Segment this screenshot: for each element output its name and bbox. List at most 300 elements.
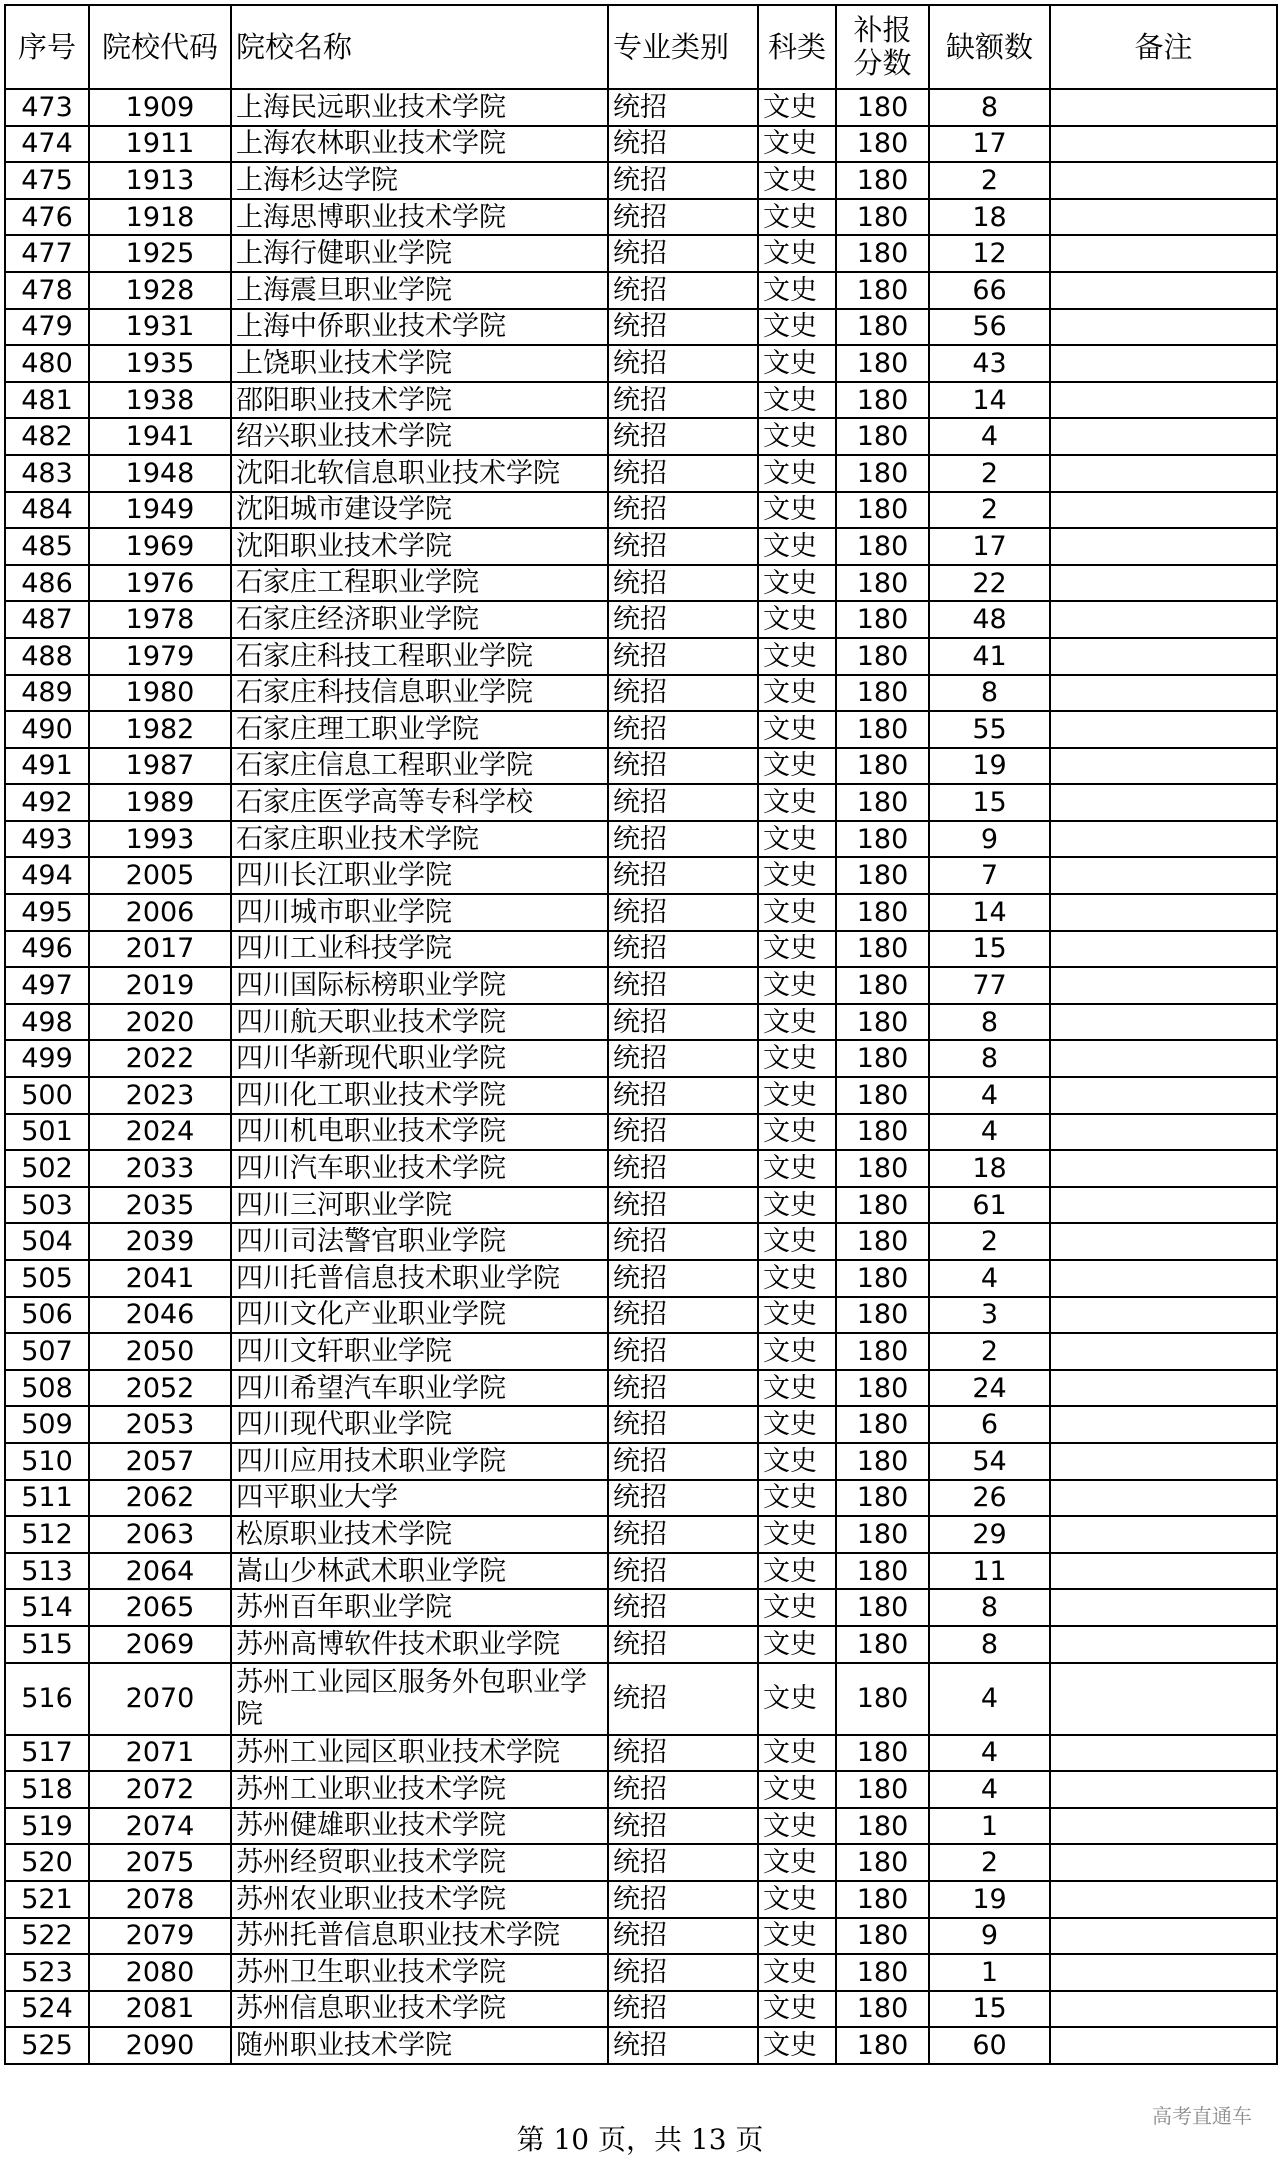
cell-seq: 511 [5, 1480, 89, 1517]
cell-seq: 513 [5, 1553, 89, 1590]
table-row [5, 272, 1277, 309]
cell-school-code: 2020 [89, 1004, 231, 1041]
cell-subject-type: 文史 [758, 675, 836, 712]
cell-supplement-score: 180 [836, 967, 929, 1004]
cell-major-category: 统招 [608, 1844, 758, 1881]
table-row [5, 565, 1277, 602]
cell-school-code: 1941 [89, 418, 231, 455]
cell-major-category: 统招 [608, 2027, 758, 2064]
cell-school-name: 四川工业科技学院 [231, 931, 608, 968]
cell-school-name: 四川托普信息技术职业学院 [231, 1260, 608, 1297]
cell-supplement-score: 180 [836, 1954, 929, 1991]
cell-subject-type: 文史 [758, 711, 836, 748]
cell-school-name: 上饶职业技术学院 [231, 345, 608, 382]
cell-school-code: 2024 [89, 1114, 231, 1151]
cell-supplement-score: 180 [836, 857, 929, 894]
cell-vacancy-count: 4 [929, 1735, 1050, 1772]
cell-seq: 522 [5, 1918, 89, 1955]
cell-remark [1050, 601, 1277, 638]
cell-major-category: 统招 [608, 1004, 758, 1041]
cell-supplement-score: 180 [836, 1844, 929, 1881]
cell-vacancy-count: 4 [929, 418, 1050, 455]
cell-remark [1050, 492, 1277, 529]
cell-major-category: 统招 [608, 1443, 758, 1480]
cell-major-category: 统招 [608, 1663, 758, 1735]
cell-major-category: 统招 [608, 199, 758, 236]
cell-remark [1050, 1553, 1277, 1590]
cell-seq: 521 [5, 1881, 89, 1918]
cell-remark [1050, 1114, 1277, 1151]
table-row [5, 345, 1277, 382]
cell-vacancy-count: 55 [929, 711, 1050, 748]
cell-school-code: 2065 [89, 1589, 231, 1626]
cell-vacancy-count: 56 [929, 309, 1050, 346]
cell-seq: 484 [5, 492, 89, 529]
cell-supplement-score: 180 [836, 1553, 929, 1590]
cell-vacancy-count: 8 [929, 675, 1050, 712]
cell-school-code: 2053 [89, 1406, 231, 1443]
cell-remark [1050, 857, 1277, 894]
cell-remark [1050, 1150, 1277, 1187]
cell-school-name: 苏州托普信息职业技术学院 [231, 1918, 608, 1955]
cell-remark [1050, 1991, 1277, 2028]
cell-seq: 490 [5, 711, 89, 748]
cell-vacancy-count: 2 [929, 1223, 1050, 1260]
table-row [5, 1150, 1277, 1187]
cell-school-name: 四川三河职业学院 [231, 1187, 608, 1224]
cell-supplement-score: 180 [836, 1589, 929, 1626]
cell-seq: 497 [5, 967, 89, 1004]
cell-remark [1050, 2027, 1277, 2064]
cell-major-category: 统招 [608, 1480, 758, 1517]
cell-vacancy-count: 15 [929, 931, 1050, 968]
cell-school-code: 2062 [89, 1480, 231, 1517]
cell-seq: 493 [5, 821, 89, 858]
table-row [5, 1004, 1277, 1041]
cell-vacancy-count: 43 [929, 345, 1050, 382]
cell-major-category: 统招 [608, 1626, 758, 1663]
cell-seq: 499 [5, 1040, 89, 1077]
cell-remark [1050, 199, 1277, 236]
cell-vacancy-count: 22 [929, 565, 1050, 602]
table-row [5, 1881, 1277, 1918]
cell-seq: 474 [5, 126, 89, 163]
cell-school-code: 2078 [89, 1881, 231, 1918]
cell-subject-type: 文史 [758, 382, 836, 419]
cell-remark [1050, 711, 1277, 748]
cell-vacancy-count: 18 [929, 1150, 1050, 1187]
table-row [5, 1077, 1277, 1114]
cell-remark [1050, 272, 1277, 309]
cell-supplement-score: 180 [836, 748, 929, 785]
cell-remark [1050, 967, 1277, 1004]
cell-vacancy-count: 11 [929, 1553, 1050, 1590]
cell-school-name: 四川化工职业技术学院 [231, 1077, 608, 1114]
cell-school-code: 1935 [89, 345, 231, 382]
cell-seq: 478 [5, 272, 89, 309]
cell-subject-type: 文史 [758, 1991, 836, 2028]
cell-seq: 494 [5, 857, 89, 894]
cell-seq: 512 [5, 1516, 89, 1553]
table-row [5, 309, 1277, 346]
cell-school-code: 2074 [89, 1808, 231, 1845]
table-row [5, 89, 1277, 126]
cell-school-code: 1982 [89, 711, 231, 748]
cell-major-category: 统招 [608, 565, 758, 602]
cell-subject-type: 文史 [758, 1223, 836, 1260]
cell-subject-type: 文史 [758, 931, 836, 968]
cell-school-code: 1989 [89, 784, 231, 821]
cell-supplement-score: 180 [836, 528, 929, 565]
cell-subject-type: 文史 [758, 1553, 836, 1590]
cell-vacancy-count: 7 [929, 857, 1050, 894]
cell-school-name: 沈阳城市建设学院 [231, 492, 608, 529]
cell-supplement-score: 180 [836, 2027, 929, 2064]
cell-subject-type: 文史 [758, 967, 836, 1004]
cell-school-name: 四川长江职业学院 [231, 857, 608, 894]
cell-vacancy-count: 61 [929, 1187, 1050, 1224]
cell-vacancy-count: 19 [929, 748, 1050, 785]
table-row [5, 492, 1277, 529]
cell-major-category: 统招 [608, 1516, 758, 1553]
cell-seq: 489 [5, 675, 89, 712]
cell-supplement-score: 180 [836, 1187, 929, 1224]
cell-major-category: 统招 [608, 272, 758, 309]
cell-remark [1050, 784, 1277, 821]
cell-school-name: 苏州工业园区服务外包职业学院 [231, 1663, 608, 1735]
cell-school-name: 上海思博职业技术学院 [231, 199, 608, 236]
cell-subject-type: 文史 [758, 748, 836, 785]
cell-subject-type: 文史 [758, 2027, 836, 2064]
cell-vacancy-count: 24 [929, 1370, 1050, 1407]
cell-supplement-score: 180 [836, 345, 929, 382]
cell-subject-type: 文史 [758, 1406, 836, 1443]
cell-remark [1050, 675, 1277, 712]
cell-school-code: 2070 [89, 1663, 231, 1735]
cell-subject-type: 文史 [758, 601, 836, 638]
cell-school-name: 石家庄科技工程职业学院 [231, 638, 608, 675]
cell-school-code: 2023 [89, 1077, 231, 1114]
cell-seq: 515 [5, 1626, 89, 1663]
page-footer: 第 10 页，共 13 页 [516, 2123, 764, 2156]
cell-supplement-score: 180 [836, 1735, 929, 1772]
table-row [5, 894, 1277, 931]
cell-major-category: 统招 [608, 89, 758, 126]
cell-subject-type: 文史 [758, 199, 836, 236]
cell-major-category: 统招 [608, 748, 758, 785]
cell-major-category: 统招 [608, 931, 758, 968]
cell-supplement-score: 180 [836, 309, 929, 346]
cell-remark [1050, 1406, 1277, 1443]
table-row [5, 126, 1277, 163]
cell-school-name: 石家庄医学高等专科学校 [231, 784, 608, 821]
cell-supplement-score: 180 [836, 199, 929, 236]
cell-major-category: 统招 [608, 1589, 758, 1626]
cell-remark [1050, 1370, 1277, 1407]
table-row [5, 638, 1277, 675]
cell-school-code: 2057 [89, 1443, 231, 1480]
cell-school-name: 上海杉达学院 [231, 162, 608, 199]
cell-remark [1050, 1297, 1277, 1334]
cell-remark [1050, 1954, 1277, 1991]
cell-remark [1050, 748, 1277, 785]
table-row [5, 1333, 1277, 1370]
cell-vacancy-count: 3 [929, 1297, 1050, 1334]
cell-school-code: 1913 [89, 162, 231, 199]
cell-school-code: 2052 [89, 1370, 231, 1407]
cell-supplement-score: 180 [836, 894, 929, 931]
cell-school-name: 苏州高博软件技术职业学院 [231, 1626, 608, 1663]
cell-school-name: 嵩山少林武术职业学院 [231, 1553, 608, 1590]
cell-vacancy-count: 48 [929, 601, 1050, 638]
cell-seq: 476 [5, 199, 89, 236]
cell-school-name: 上海震旦职业学院 [231, 272, 608, 309]
cell-supplement-score: 180 [836, 272, 929, 309]
cell-vacancy-count: 8 [929, 89, 1050, 126]
cell-subject-type: 文史 [758, 1260, 836, 1297]
cell-school-code: 2064 [89, 1553, 231, 1590]
cell-supplement-score: 180 [836, 1077, 929, 1114]
cell-major-category: 统招 [608, 162, 758, 199]
cell-supplement-score: 180 [836, 711, 929, 748]
cell-seq: 488 [5, 638, 89, 675]
cell-major-category: 统招 [608, 1881, 758, 1918]
cell-supplement-score: 180 [836, 1771, 929, 1808]
cell-subject-type: 文史 [758, 1297, 836, 1334]
cell-seq: 495 [5, 894, 89, 931]
cell-subject-type: 文史 [758, 418, 836, 455]
cell-school-code: 2050 [89, 1333, 231, 1370]
cell-major-category: 统招 [608, 711, 758, 748]
cell-supplement-score: 180 [836, 1918, 929, 1955]
table-row [5, 1297, 1277, 1334]
cell-subject-type: 文史 [758, 1954, 836, 1991]
table-row [5, 711, 1277, 748]
cell-vacancy-count: 17 [929, 528, 1050, 565]
cell-subject-type: 文史 [758, 492, 836, 529]
cell-school-code: 1980 [89, 675, 231, 712]
cell-seq: 523 [5, 1954, 89, 1991]
cell-remark [1050, 309, 1277, 346]
cell-subject-type: 文史 [758, 1663, 836, 1735]
cell-subject-type: 文史 [758, 1771, 836, 1808]
cell-seq: 508 [5, 1370, 89, 1407]
cell-vacancy-count: 15 [929, 784, 1050, 821]
cell-school-name: 石家庄职业技术学院 [231, 821, 608, 858]
cell-remark [1050, 1004, 1277, 1041]
cell-subject-type: 文史 [758, 784, 836, 821]
cell-major-category: 统招 [608, 309, 758, 346]
cell-remark [1050, 1589, 1277, 1626]
cell-seq: 492 [5, 784, 89, 821]
cell-seq: 496 [5, 931, 89, 968]
table-row [5, 1114, 1277, 1151]
cell-school-name: 松原职业技术学院 [231, 1516, 608, 1553]
cell-school-code: 2035 [89, 1187, 231, 1224]
cell-major-category: 统招 [608, 1918, 758, 1955]
cell-major-category: 统招 [608, 1187, 758, 1224]
cell-school-name: 石家庄科技信息职业学院 [231, 675, 608, 712]
cell-supplement-score: 180 [836, 1480, 929, 1517]
header-supplement-score-line1: 补报 [853, 12, 912, 47]
cell-school-code: 2090 [89, 2027, 231, 2064]
table-row [5, 601, 1277, 638]
cell-vacancy-count: 17 [929, 126, 1050, 163]
cell-seq: 507 [5, 1333, 89, 1370]
cell-supplement-score: 180 [836, 126, 929, 163]
watermark: 高考直通车 [1152, 2104, 1252, 2128]
table-row [5, 1187, 1277, 1224]
table-row [5, 1406, 1277, 1443]
cell-supplement-score: 180 [836, 601, 929, 638]
table-row [5, 1443, 1277, 1480]
cell-major-category: 统招 [608, 857, 758, 894]
cell-remark [1050, 1771, 1277, 1808]
cell-major-category: 统招 [608, 1333, 758, 1370]
cell-school-name: 上海中侨职业技术学院 [231, 309, 608, 346]
cell-seq: 506 [5, 1297, 89, 1334]
header-major-category: 专业类别 [608, 5, 758, 89]
cell-seq: 501 [5, 1114, 89, 1151]
cell-subject-type: 文史 [758, 1114, 836, 1151]
cell-school-name: 四川机电职业技术学院 [231, 1114, 608, 1151]
cell-major-category: 统招 [608, 126, 758, 163]
cell-supplement-score: 180 [836, 821, 929, 858]
cell-seq: 486 [5, 565, 89, 602]
table-row [5, 784, 1277, 821]
cell-supplement-score: 180 [836, 638, 929, 675]
cell-seq: 518 [5, 1771, 89, 1808]
cell-school-name: 邵阳职业技术学院 [231, 382, 608, 419]
cell-school-name: 四川华新现代职业学院 [231, 1040, 608, 1077]
cell-vacancy-count: 4 [929, 1114, 1050, 1151]
cell-supplement-score: 180 [836, 1663, 929, 1735]
cell-major-category: 统招 [608, 1223, 758, 1260]
cell-remark [1050, 1187, 1277, 1224]
table-row [5, 1771, 1277, 1808]
cell-vacancy-count: 8 [929, 1589, 1050, 1626]
cell-remark [1050, 162, 1277, 199]
cell-vacancy-count: 60 [929, 2027, 1050, 2064]
cell-vacancy-count: 54 [929, 1443, 1050, 1480]
cell-remark [1050, 126, 1277, 163]
cell-seq: 514 [5, 1589, 89, 1626]
cell-supplement-score: 180 [836, 675, 929, 712]
cell-school-name: 四川汽车职业技术学院 [231, 1150, 608, 1187]
table-row [5, 1260, 1277, 1297]
cell-major-category: 统招 [608, 601, 758, 638]
cell-major-category: 统招 [608, 492, 758, 529]
cell-school-code: 1978 [89, 601, 231, 638]
cell-school-code: 2063 [89, 1516, 231, 1553]
cell-supplement-score: 180 [836, 1370, 929, 1407]
cell-vacancy-count: 66 [929, 272, 1050, 309]
cell-school-name: 苏州经贸职业技术学院 [231, 1844, 608, 1881]
cell-supplement-score: 180 [836, 784, 929, 821]
cell-school-name: 四川司法警官职业学院 [231, 1223, 608, 1260]
cell-seq: 510 [5, 1443, 89, 1480]
cell-supplement-score: 180 [836, 89, 929, 126]
cell-subject-type: 文史 [758, 1844, 836, 1881]
cell-remark [1050, 821, 1277, 858]
cell-subject-type: 文史 [758, 1187, 836, 1224]
cell-seq: 520 [5, 1844, 89, 1881]
header-vacancy-count: 缺额数 [929, 5, 1050, 89]
cell-seq: 481 [5, 382, 89, 419]
cell-subject-type: 文史 [758, 1881, 836, 1918]
cell-school-name: 四川航天职业技术学院 [231, 1004, 608, 1041]
cell-school-code: 2069 [89, 1626, 231, 1663]
cell-school-name: 苏州信息职业技术学院 [231, 1991, 608, 2028]
cell-school-code: 2046 [89, 1297, 231, 1334]
cell-remark [1050, 1333, 1277, 1370]
table-row [5, 1626, 1277, 1663]
cell-remark [1050, 1223, 1277, 1260]
table-body [5, 89, 1277, 2064]
cell-school-name: 石家庄经济职业学院 [231, 601, 608, 638]
cell-school-code: 1993 [89, 821, 231, 858]
cell-subject-type: 文史 [758, 638, 836, 675]
cell-major-category: 统招 [608, 1260, 758, 1297]
cell-vacancy-count: 8 [929, 1004, 1050, 1041]
cell-school-name: 苏州健雄职业技术学院 [231, 1808, 608, 1845]
cell-seq: 505 [5, 1260, 89, 1297]
cell-remark [1050, 1443, 1277, 1480]
cell-school-name: 四川国际标榜职业学院 [231, 967, 608, 1004]
cell-remark [1050, 638, 1277, 675]
cell-subject-type: 文史 [758, 1150, 836, 1187]
cell-school-name: 四川应用技术职业学院 [231, 1443, 608, 1480]
cell-school-code: 2072 [89, 1771, 231, 1808]
cell-seq: 500 [5, 1077, 89, 1114]
cell-school-code: 2079 [89, 1918, 231, 1955]
cell-school-code: 1909 [89, 89, 231, 126]
cell-remark [1050, 382, 1277, 419]
cell-supplement-score: 180 [836, 1333, 929, 1370]
cell-school-code: 1949 [89, 492, 231, 529]
cell-school-code: 2017 [89, 931, 231, 968]
cell-subject-type: 文史 [758, 894, 836, 931]
table-row [5, 1954, 1277, 1991]
cell-seq: 483 [5, 455, 89, 492]
table-row [5, 1589, 1277, 1626]
cell-school-name: 苏州工业职业技术学院 [231, 1771, 608, 1808]
cell-subject-type: 文史 [758, 1589, 836, 1626]
cell-subject-type: 文史 [758, 309, 836, 346]
cell-supplement-score: 180 [836, 492, 929, 529]
table-row [5, 931, 1277, 968]
cell-vacancy-count: 18 [929, 199, 1050, 236]
cell-school-code: 2019 [89, 967, 231, 1004]
cell-school-code: 1911 [89, 126, 231, 163]
cell-school-name: 石家庄信息工程职业学院 [231, 748, 608, 785]
cell-vacancy-count: 14 [929, 382, 1050, 419]
table-row [5, 1808, 1277, 1845]
cell-supplement-score: 180 [836, 1443, 929, 1480]
cell-subject-type: 文史 [758, 1077, 836, 1114]
table-row [5, 382, 1277, 419]
cell-major-category: 统招 [608, 1735, 758, 1772]
cell-supplement-score: 180 [836, 382, 929, 419]
cell-school-code: 2071 [89, 1735, 231, 1772]
cell-school-name: 石家庄理工职业学院 [231, 711, 608, 748]
cell-school-code: 1969 [89, 528, 231, 565]
cell-vacancy-count: 14 [929, 894, 1050, 931]
cell-vacancy-count: 4 [929, 1663, 1050, 1735]
cell-subject-type: 文史 [758, 1918, 836, 1955]
cell-vacancy-count: 26 [929, 1480, 1050, 1517]
cell-school-name: 四川现代职业学院 [231, 1406, 608, 1443]
